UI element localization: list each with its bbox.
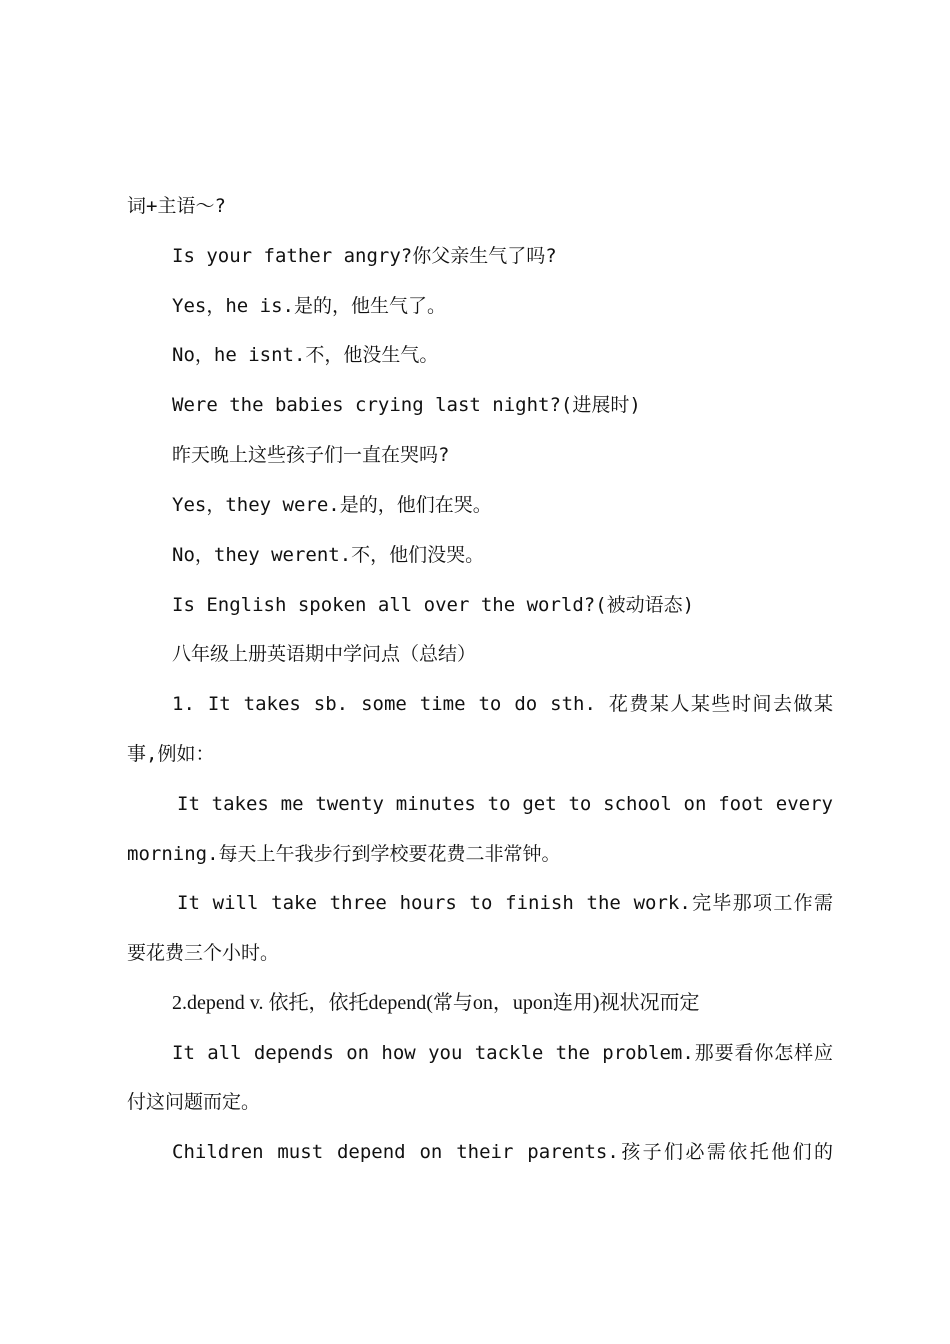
text-line: 事,例如： [127, 743, 215, 765]
text-line: Is English spoken all over the world?(被动语态) [172, 594, 695, 616]
text-line: Were the babies crying last night?(进展时) [172, 394, 641, 416]
text-line: It takes me twenty minutes to get to school on foot every [177, 793, 833, 815]
text-line: Children must depend on their parents.孩子们必需依托他们的 [172, 1141, 833, 1163]
text-line: Yes，he is.是的，他生气了。 [172, 295, 446, 317]
text-line: 昨天晚上这些孩子们一直在哭吗? [172, 444, 450, 466]
text-line: It all depends on how you tackle the problem.那要看你怎样应 [172, 1042, 833, 1064]
text-line: Yes，they were.是的，他们在哭。 [172, 494, 492, 516]
text-line: No，he isnt.不，他没生气。 [172, 344, 439, 366]
text-line: Is your father angry?你父亲生气了吗? [172, 245, 557, 267]
text-line: 词+主语～? [127, 195, 226, 217]
text-line: It will take three hours to finish the work.完毕那项工作需 [177, 892, 833, 914]
text-line: 付这问题而定。 [127, 1091, 261, 1113]
section-heading: 八年级上册英语期中学问点（总结） [172, 643, 477, 665]
text-line: 1. It takes sb. some time to do sth. 花费某人某些时间去做某 [172, 693, 833, 715]
text-line: morning.每天上午我步行到学校要花费二非常钟。 [127, 843, 561, 865]
text-line: 2.depend v. 依托，依托depend(常与on，upon连用)视状况而定 [172, 992, 700, 1014]
text-line: No，they werent.不，他们没哭。 [172, 544, 485, 566]
text-line: 要花费三个小时。 [127, 942, 280, 964]
